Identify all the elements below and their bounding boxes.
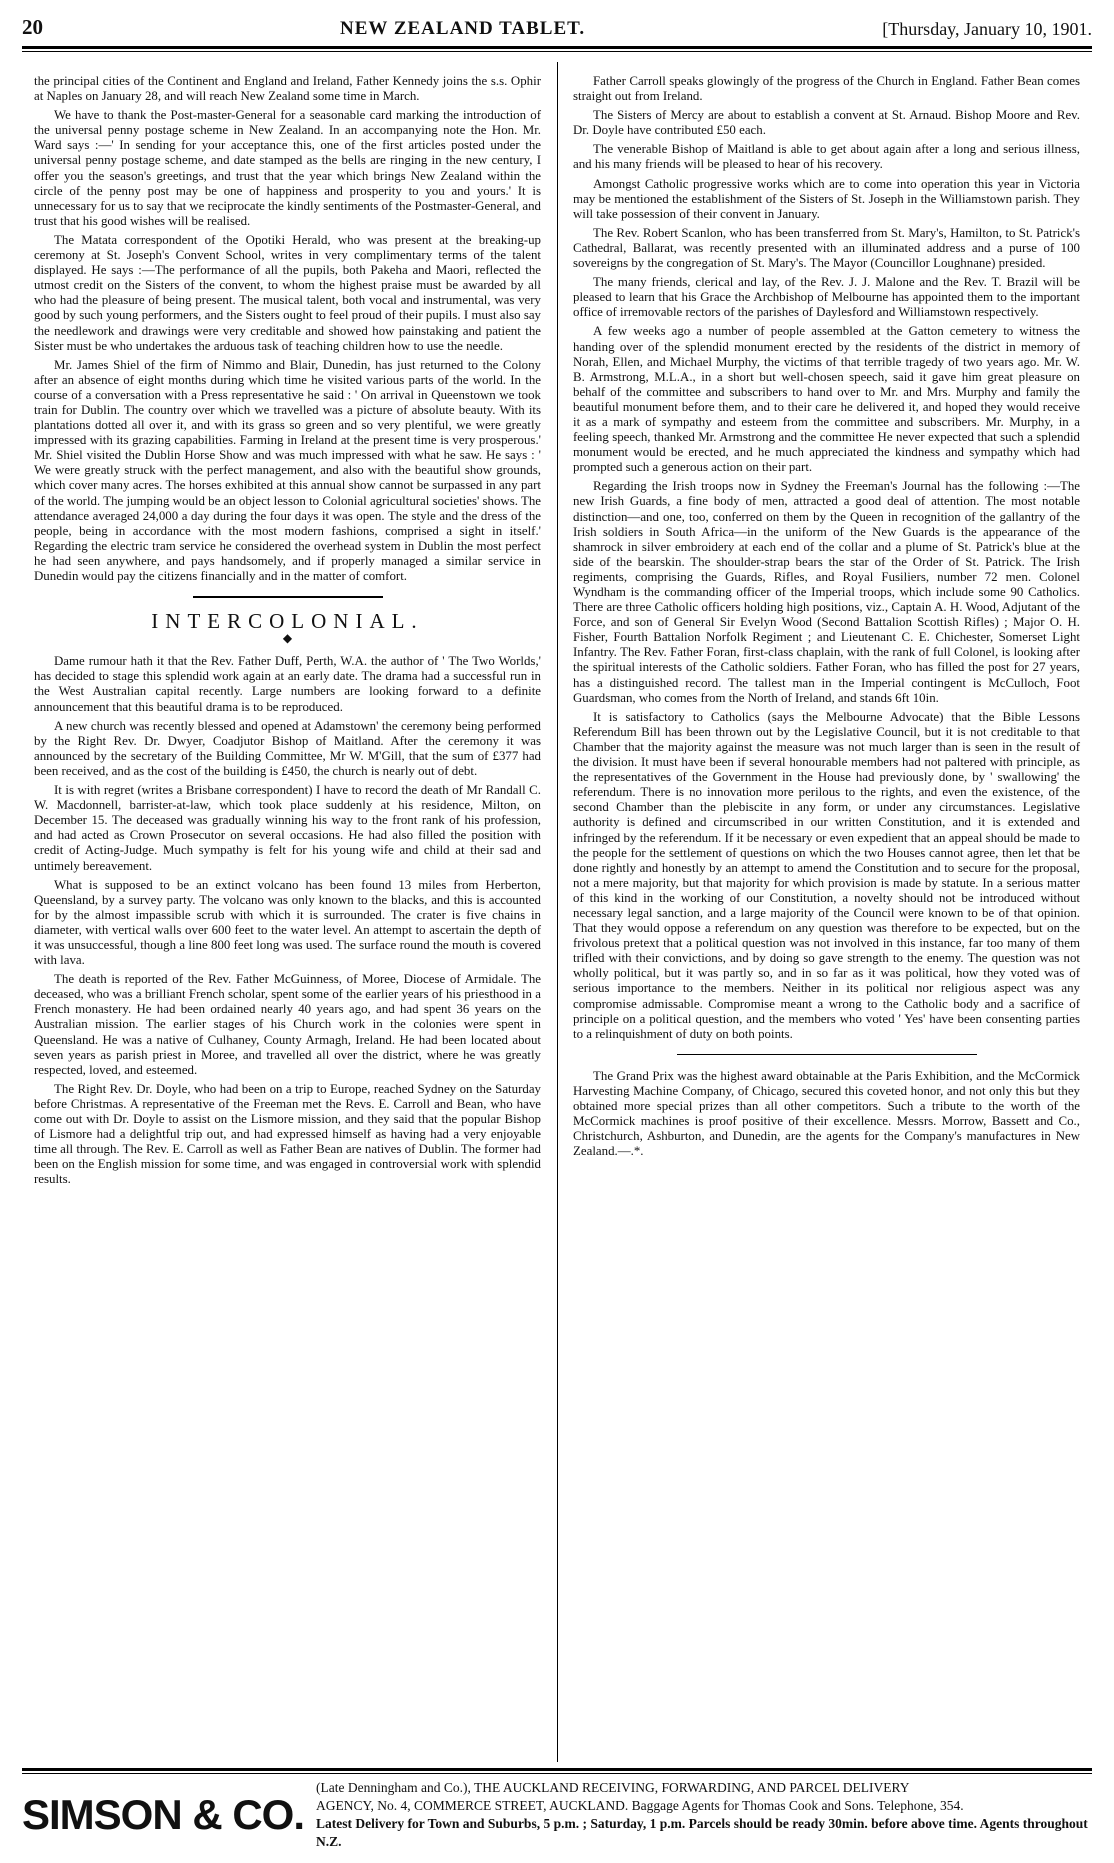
article-paragraph: A new church was recently blessed and opened at Adamstown' the ceremony being performed by the Right Rev. Dr. Dwyer, Coadjutor Bishop of Maitland. After the ceremony it was announced by the secretary of the Building Committee, Mr W. M'Gill, that the sum of £377 had been received, and as the cost of the building is £450, the church is nearly out of debt. — [34, 718, 541, 778]
advertisement-paragraph: The Grand Prix was the highest award obtainable at the Paris Exhibition, and the McCormick Harvesting Machine Company, of Chicago, secured this coveted honor, and not only this but they obtained more special prizes than all other competitors. Such a tribute to the worth of the McCormick machines is proof positive of their excellence. Messrs. Morrow, Bassett and Co., Christchurch, Ashburton, and Dunedin, are the agents for the Company's manufactures in New Zealand.—.*. — [573, 1068, 1080, 1159]
header-rule-thin — [22, 51, 1092, 52]
advert-line: (Late Denningham and Co.), THE AUCKLAND RECEIVING, FORWARDING, AND PARCEL DELIVERY — [316, 1780, 910, 1795]
advert-text — [316, 1779, 1092, 1851]
heading-ornament: ◆ — [282, 631, 293, 646]
article-paragraph: The Right Rev. Dr. Doyle, who had been on a trip to Europe, reached Sydney on the Saturday before Christmas. A representative of the Freeman met the Revs. E. Carroll and Bean, who have come out with Dr. Doyle to assist on the Lismore mission, and they said that the popular Bishop of Lismore had a delightful trip out, and had expressed himself as having had a very enjoyable time all through. The Rev. E. Carroll as well as Father Bean are natives of Dublin. The former had been on the English mission for some time, and was engaged in controversial work with splendid results. — [34, 1081, 541, 1187]
article-paragraph: The death is reported of the Rev. Father McGuinness, of Moree, Diocese of Armidale. The deceased, who was a brilliant French scholar, spent some of the earlier years of his priesthood in a French monastery. He had been ordained nearly 40 years ago, and had spent 36 years on the Australian mission. The earlier stages of his Church work in the colonies were spent in Queensland. He was a native of Culhaney, County Armagh, Ireland. He had been located about seven years as parish priest in Moree, and travelled all over the district, where he was greatly respected, loved, and esteemed. — [34, 972, 541, 1077]
article-paragraph: The Sisters of Mercy are about to establish a convent at St. Arnaud. Bishop Moore and Rev. Dr. Doyle have contributed £50 each. — [573, 108, 1080, 138]
article-paragraph: The venerable Bishop of Maitland is able to get about again after a long and serious illness, and his many friends will be pleased to hear of his recovery. — [573, 142, 1080, 172]
article-paragraph: It is satisfactory to Catholics (says the Melbourne Advocate) that the Bible Lessons Referendum Bill has been thrown out by the Legislative Council, but it is not creditable to that Chamber that the majority against the measure was not much larger than is seen in the result of the division. It must have been if several honourable members had not paltered with principle, as the representatives of the Government in the House had previously done, by ' swallowing' the referendum. There is no innovation more perilous to the rights, and even the existence, of the second Chamber than the plebiscite in any form, or under any circumstances. Legislative authority is defined and circumscribed in our written Constitution, and it is extended and infringed by the referendum. If it be necessary or even expedient that an appeal should be made to the people for the settlement of questions on which the two Houses cannot agree, then let that be done rightly and honestly by an attempt to amend the Constitution and to secure for the proposal, not a mere majority, but that majority for which provision is made by statute. In a serious matter of this kind in the working of our Constitution, a novelty should not be introduced without necessary legal sanction, and a large majority of the Council were known to be of that opinion. That they would oppose a referendum on any question was therefore to be expected, but on the frivolous pretext that a political question was not involved in this instance, far too many of them trifled with their convictions, and by doing so gave strength to the enemy. The question was not wholly political, but it was partly so, and in so far as it was political, how they voted was of serious importance to the members. Neither in its political nor religious aspect was any compromise admissable. Compromise meant a wrong to the Catholic body and a sacrifice of principle on a political question, and the members who voted ' Yes' have been consenting parties to a relinquishment of duty on both points. — [573, 709, 1080, 1041]
article-paragraph: We have to thank the Post-master-General for a seasonable card marking the introduction of the universal penny postage scheme in New Zealand. In an accompanying note the Hon. Mr. Ward says :—' In sending for your acceptance this, one of the first articles posted under the universal penny postage scheme, and date stamped as the bells are ringing in the new century, I offer you the season's greetings, and trust that the year which brings New Zealand within the circle of the penny post may be one of happiness and prosperity to you and yours.' It is unnecessary for us to say that we reciprocate the kindly sentiments of the Postmaster-General, and trust that his good wishes will be realised. — [34, 108, 541, 228]
article-paragraph: The many friends, clerical and lay, of the Rev. J. J. Malone and the Rev. T. Brazil will be pleased to learn that his Grace the Archbishop of Melbourne has appointed them to the important office of irremovable rectors of the parishes of Daylesford and Williamstown respectively. — [573, 275, 1080, 320]
column-divider — [557, 62, 558, 1762]
header-rule — [22, 46, 1092, 49]
article-paragraph: Amongst Catholic progressive works which are to come into operation this year in Victoria may be mentioned the establishment of the Sisters of St. Joseph in the Williamstown parish. They will take possession of their convent in January. — [573, 176, 1080, 221]
page-header — [22, 10, 1092, 40]
advert-line: Latest Delivery for Town and Suburbs, 5 p.m. ; Saturday, 1 p.m. Parcels should be ready 30min. before above time. Agents throughout N.Z. — [316, 1816, 1088, 1849]
article-paragraph: The Matata correspondent of the Opotiki Herald, who was present at the breaking-up ceremony at St. Joseph's Convent School, writes in very complimentary terms of the talent displayed. He says :—The performance of all the pupils, both Pakeha and Maori, reflected the utmost credit on the Sisters of the convent, to whom the highest praise must be awarded by all who had the pleasure of being present. The musical talent, both vocal and instrumental, was very good by such young performers, and the Sisters ought to feel proud of their pupils. I must also say the needlework and drawings were very creditable and showed how painstaking and patient the Sister must be who undertakes the arduous task of teaching children how to use the needle. — [34, 232, 541, 353]
left-column — [34, 74, 541, 1191]
article-paragraph: It is with regret (writes a Brisbane correspondent) I have to record the death of Mr Randall C. W. Macdonnell, barrister-at-law, which took place suddenly at his residence, Milton, on December 15. The deceased was gradually winning his way to the front rank of his profession, and had acted as Crown Prosecutor on several occasions. He had also filled the position with credit of Acting-Judge. Much sympathy is felt for his young wife and child at their sad and untimely bereavement. — [34, 783, 541, 873]
article-paragraph: A few weeks ago a number of people assembled at the Gatton cemetery to witness the handing over of the splendid monument erected by the residents of the district in memory of Norah, Ellen, and Michael Murphy, the victims of that terrible tragedy of two years ago. Mr. W. B. Armstrong, M.L.A., in a short but well-chosen speech, said it gave him great pleasure on behalf of the committee and subscribers to hand over to Mr. and Mrs. Murphy and family the beautiful monument before them, and to their care he delivered it, and hoped they would receive it as a mark of sympathy and esteem from the committee and subscribers. Mr. Murphy, in a feeling speech, thanked Mr. Armstrong and the committee He never expected that such a splendid monument would be erected, and he much appreciated the kindness and sympathy which had prompted such a generous action on their part. — [573, 324, 1080, 475]
footer-advertisement — [22, 1780, 1092, 1850]
issue-date: [Thursday, January 10, 1901. — [882, 19, 1092, 39]
footer-rule — [22, 1768, 1092, 1771]
article-paragraph: Dame rumour hath it that the Rev. Father Duff, Perth, W.A. the author of ' The Two Worlds,' has decided to stage this splendid work again at an early date. The drama had a successful run in the West Australian capital recently. Large numbers are looking forward to a definite announcement that this beautiful drama is to be reproduced. — [34, 654, 541, 714]
article-paragraph: Mr. James Shiel of the firm of Nimmo and Blair, Dunedin, has just returned to the Colony after an absence of eight months during which time he visited various parts of the world. In the course of a conversation with a Press representative he said : ' On arrival in Queenstown we took train for Dublin. The country over which we travelled was a picture of absolute beauty. With its plantations dotted all over it, and with its grass so green and so very plentiful, we were greatly impressed with its grazing capabilities. Farming in Ireland at the present time is very prosperous.' Mr. Shiel visited the Dublin Horse Show and was much impressed with what he saw. He says : ' We were greatly struck with the perfect management, and also with the beautiful show grounds, which cover many acres. The horses exhibited at this annual show cannot be surpassed in any part of the world. The jumping would be an object lesson to Colonial agricultural societies' shows. The attendance averaged 24,000 a day during the four days it was open. The style and the dress of the people, being in accordance with the most modern fashions, comprised a sight in itself.' Regarding the electric tram service he considered the overhead system in Dublin the most perfect he had seen anywhere, and pays handsomely, and if properly managed a similar service in Dunedin would pay the citizens financially and in the matter of comfort. — [34, 357, 541, 583]
advert-brand: SIMSON & CO. — [22, 1791, 305, 1838]
article-paragraph: Regarding the Irish troops now in Sydney the Freeman's Journal has the following :—The new Irish Guards, a fine body of men, attracted a good deal of attention. The most notable distinction—and one, too, conferred on them by the Queen in recognition of the gallantry of the Irish soldiers in South Africa—in the uniform of the New Guards is the appearance of the shamrock in silver embroidery at each end of the collar and a plume of St. Patrick's blue at the side of the bearskin. The shoulder-strap bears the star of the Order of St. Patrick. The Irish regiments, comprising the Guards, Rifles, and Royal Fusiliers, number 72 men. Colonel Wyndham is the commanding officer of the Imperial troops, which include some 90 Catholics. There are three Catholic officers holding high positions, viz., Captain A. H. Wood, Adjutant of the Force, and son of General Sir Evelyn Wood (Second Battalion Scottish Rifles) ; Major O. H. Fisher, Fourth Battalion Norfolk Regiment ; and Lieutenant C. E. Chichester, Somerset Light Infantry. The Rev. Father Foran, first-class chaplain, with the rank of full Colonel, is looking after the spiritual interests of the Catholic soldiers. Father Foran, who has filled the post for 27 years, has a distinguished record. The tallest man in the Imperial contingent is McCulloch, Foot Guardsman, who comes from the North of Ireland, and stands 6ft 10in. — [573, 479, 1080, 705]
page-number: 20 — [22, 15, 43, 39]
article-paragraph: What is supposed to be an extinct volcano has been found 13 miles from Herberton, Queensland, by a survey party. The volcano was only known to the blacks, and this is accounted for by the almost impassible scrub with which it is surrounded. The crater is five chains in diameter, with vertical walls over 600 feet to the water level. An attempt to ascertain the depth of it was unsuccessful, though a line 800 feet long was used. The surface round the mouth is covered with lava. — [34, 877, 541, 968]
footer-rule-thin — [22, 1773, 1092, 1774]
section-divider — [193, 596, 383, 598]
article-paragraph: the principal cities of the Continent and England and Ireland, Father Kennedy joins the s.s. Ophir at Naples on January 28, and will reach New Zealand some time in March. — [34, 74, 541, 104]
advert-line: AGENCY, No. 4, COMMERCE STREET, AUCKLAND. Baggage Agents for Thomas Cook and Sons. Telephone, 354. — [316, 1798, 964, 1813]
masthead-title: NEW ZEALAND TABLET. — [340, 18, 586, 39]
section-divider — [677, 1054, 977, 1055]
article-paragraph: The Rev. Robert Scanlon, who has been transferred from St. Mary's, Hamilton, to St. Patrick's Cathedral, Ballarat, was recently presented with an illuminated address and a purse of 100 sovereigns by the congregation of St. Mary's. The Mayor (Councillor Loughnane) presided. — [573, 225, 1080, 271]
right-column — [573, 74, 1080, 1163]
article-paragraph: Father Carroll speaks glowingly of the progress of the Church in England. Father Bean comes straight out from Ireland. — [573, 74, 1080, 104]
section-heading: INTERCOLONIAL. — [151, 609, 424, 634]
